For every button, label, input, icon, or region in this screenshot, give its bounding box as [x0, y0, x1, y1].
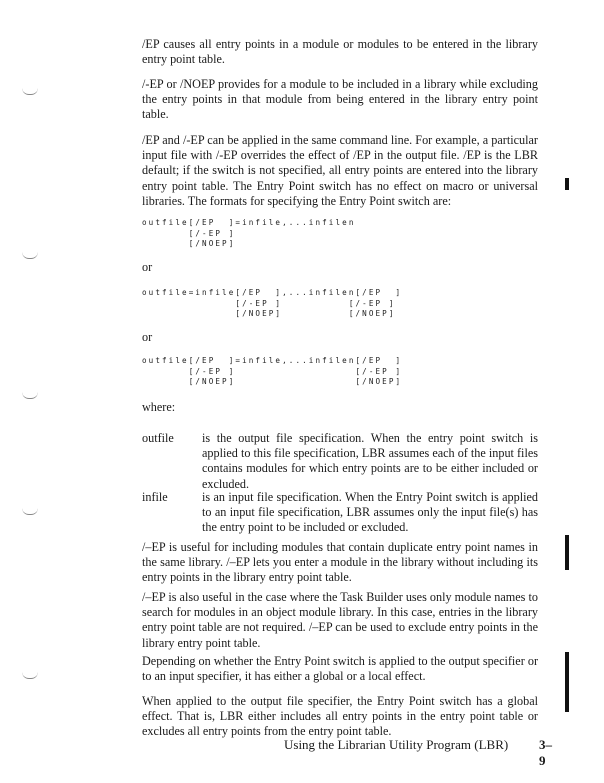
or-label: or	[142, 330, 153, 344]
paragraph-useful: /–EP is useful for including modules that contain duplicate entry point names in the same library. /–EP lets you enter a module in the library without including its entry points in the library entry point table.	[142, 540, 538, 585]
definition-text: is the output file specification. When the entry point switch is applied to this file specification, LBR assumes each of the input files contains modules for which entry points are to be either included or excluded.	[202, 431, 538, 491]
scan-mark	[22, 672, 38, 679]
paragraph-ep: /EP causes all entry points in a module or modules to be entered in the library entry point table.	[142, 37, 538, 67]
paragraph-global-local: Depending on whether the Entry Point switch is applied to the output specifier or to an input specifier, it has either a global or a local effect.	[142, 654, 538, 684]
change-bar	[565, 178, 569, 190]
footer-title: Using the Librarian Utility Program (LBR)	[284, 737, 509, 752]
code-format-3: outfile[/EP ]=infile,...infilen[/EP ] [/-EP ] [/-EP ] [/NOEP] [/NOEP]	[142, 356, 403, 386]
or-label: or	[142, 260, 153, 274]
change-bar	[565, 652, 569, 712]
where-label: where:	[142, 400, 176, 414]
scan-mark	[22, 392, 38, 399]
scan-mark	[22, 252, 38, 259]
paragraph-noep: /-EP or /NOEP provides for a module to be included in a library while excluding the entry points in that module from being entered in the library entry point table.	[142, 77, 538, 122]
definition-term: outfile	[142, 431, 174, 445]
paragraph-output-specifier: When applied to the output file specifier, the Entry Point switch has a global effect. That is, LBR either includes all entry points in the entry point table or excludes all entry points from the entry point table.	[142, 694, 538, 739]
code-format-2: outfile=infile[/EP ],...infilen[/EP ] [/-EP ] [/-EP ] [/NOEP] [/NOEP]	[142, 288, 403, 318]
code-format-1: outfile[/EP ]=infile,...infilen [/-EP ] [/NOEP]	[142, 218, 356, 248]
definition-text: is an input file specification. When the Entry Point switch is applied to an input file specification, LBR assumes only the input file(s) has the entry point to be included or excluded.	[202, 490, 538, 535]
definition-term: infile	[142, 490, 168, 504]
paragraph-task-builder: /–EP is also useful in the case where the Task Builder uses only module names to search for modules in an object module library. In this case, entries in the library entry point table are not required. /–EP can be used to exclude entry points in the library entry point table.	[142, 590, 538, 650]
scan-mark	[22, 88, 38, 95]
page-number: 3–9	[539, 737, 552, 768]
paragraph-ep-combined: /EP and /-EP can be applied in the same command line. For example, a particular input file with /-EP overrides the effect of /EP in the output file. /EP is the LBR default; if the switch is not specified, all entry points are entered into the library entry point table. The Entry Point switch has no effect on macro or universal libraries. The formats for specifying the Entry Point switch are:	[142, 133, 538, 208]
scan-mark	[22, 508, 38, 515]
change-bar	[565, 535, 569, 570]
page-footer	[284, 737, 552, 768]
